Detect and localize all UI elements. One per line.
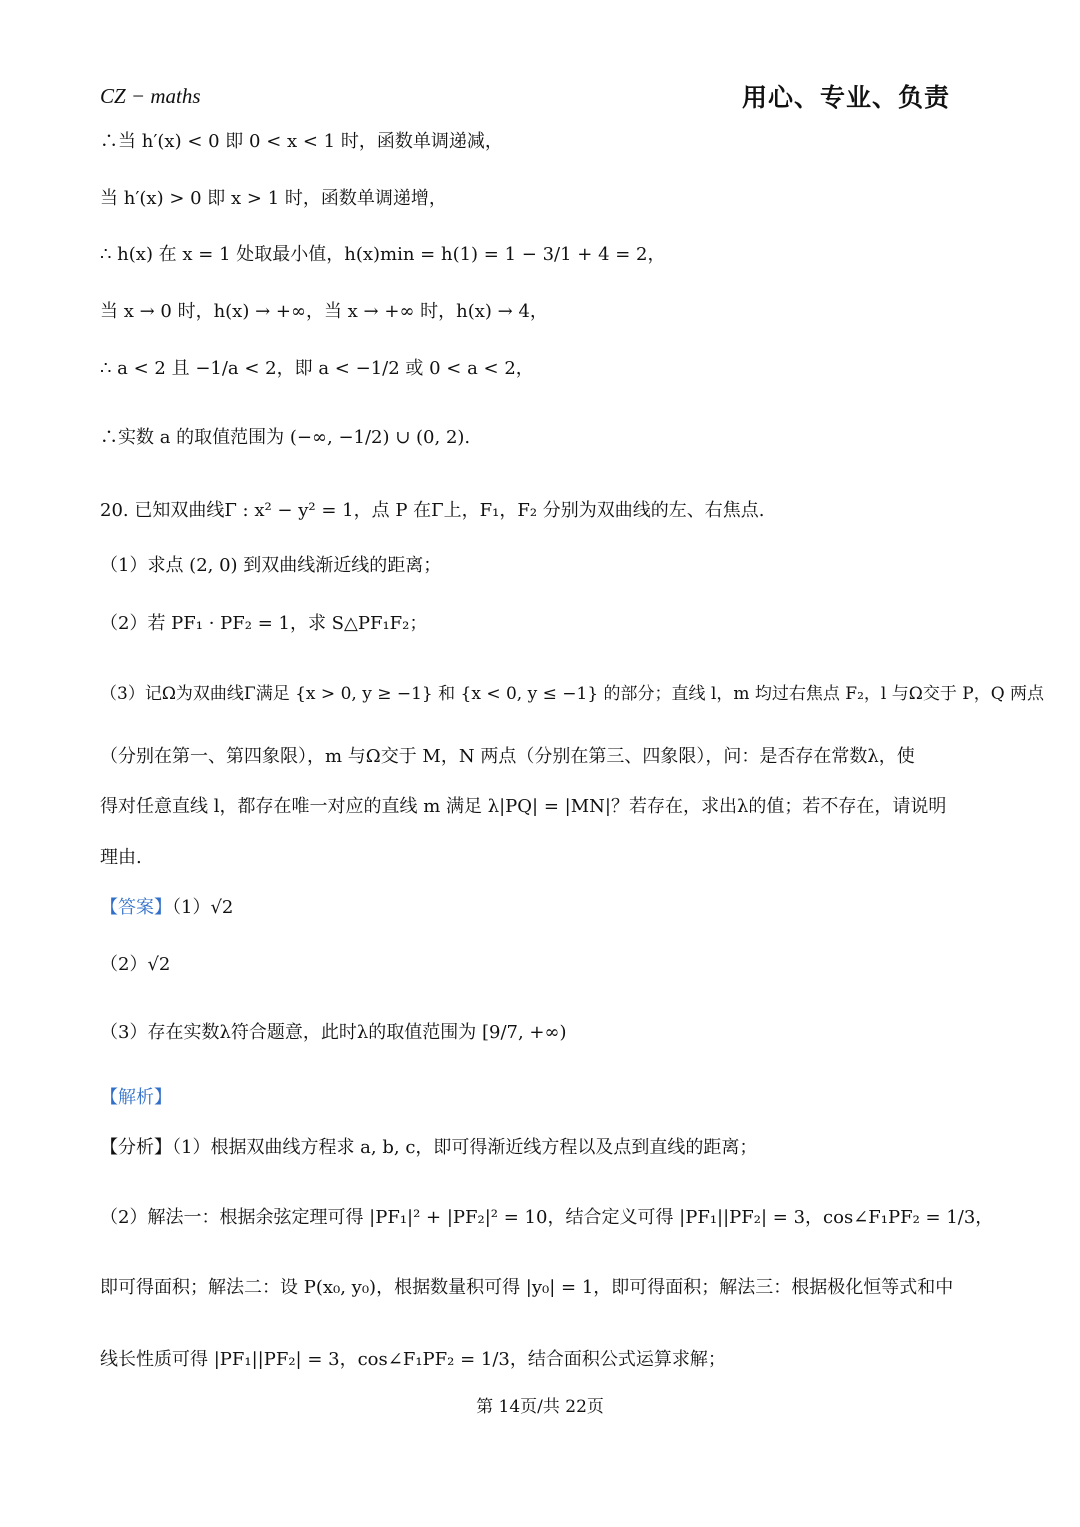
text-line: （分别在第一、第四象限），m 与Ω交于 M，N 两点（分别在第三、四象限），问：是否存在常数λ，使 <box>100 746 915 767</box>
text-line: 当 x → 0 时，h(x) → +∞，当 x → +∞ 时，h(x) → 4， <box>100 301 548 322</box>
header-left: CZ − maths <box>100 84 201 108</box>
question-title: 20. 已知双曲线Γ : x² − y² = 1，点 P 在Γ上，F₁，F₂ 分别为双曲线的左、右焦点. <box>100 500 765 521</box>
analysis-tag-text: 【分析】 <box>100 1137 172 1158</box>
text-line: ∴实数 a 的取值范围为 (−∞, −1/2) ∪ (0, 2). <box>100 427 471 448</box>
answer-line <box>100 893 990 923</box>
question-part-1: （1）求点 (2, 0) 到双曲线渐近线的距离； <box>100 555 442 576</box>
answer-line: （3）存在实数λ符合题意，此时λ的取值范围为 [9/7, +∞) <box>100 1022 567 1043</box>
header-right: 用心、专业、负责 <box>741 83 950 112</box>
text-line: ∴ h(x) 在 x = 1 处取最小值，h(x)min = h(1) = 1 − 3/1 + 4 = 2， <box>100 244 666 265</box>
text-line: 得对任意直线 l，都存在唯一对应的直线 m 满足 λ|PQ| = |MN|？若存在，求出λ的值；若不存在，请说明 <box>100 796 947 817</box>
answer-text: （1）√2 <box>172 897 234 918</box>
analysis-line: （2）解法一：根据余弦定理可得 |PF₁|² + |PF₂|² = 10，结合定义可得 |PF₁||PF₂| = 3，cos∠F₁PF₂ = 1/3， <box>100 1207 994 1228</box>
text-line: ∴当 h′(x) < 0 即 0 < x < 1 时，函数单调递减， <box>100 131 503 152</box>
answer-tag: 【答案】 <box>100 897 172 918</box>
analysis-line <box>100 1133 990 1163</box>
text-line: 当 h′(x) > 0 即 x > 1 时，函数单调递增， <box>100 188 447 209</box>
question-part-3: （3）记Ω为双曲线Γ满足 {x > 0, y ≥ −1} 和 {x < 0, y ≤ −1} 的部分；直线 l，m 均过右焦点 F₂，l 与Ω交于 P，Q 两点 <box>100 684 1045 704</box>
analysis-line: 线长性质可得 |PF₁||PF₂| = 3，cos∠F₁PF₂ = 1/3，结合面积公式运算求解； <box>100 1349 726 1370</box>
question-part-2: （2）若 PF₁ · PF₂ = 1，求 S△PF₁F₂； <box>100 613 428 634</box>
text-line: ∴ a < 2 且 −1/a < 2，即 a < −1/2 或 0 < a < 2， <box>100 358 534 379</box>
text-line: 理由. <box>100 847 142 868</box>
analysis-line: 即可得面积；解法二：设 P(x₀, y₀)，根据数量积可得 |y₀| = 1，即可得面积；解法三：根据极化恒等式和中 <box>100 1277 954 1298</box>
analysis-tag: 【解析】 <box>100 1087 172 1108</box>
analysis-text: （1）根据双曲线方程求 a, b, c，即可得渐近线方程以及点到直线的距离； <box>172 1137 758 1158</box>
answer-line: （2）√2 <box>100 954 171 975</box>
page-footer: 第 14页/共 22页 <box>476 1397 604 1417</box>
